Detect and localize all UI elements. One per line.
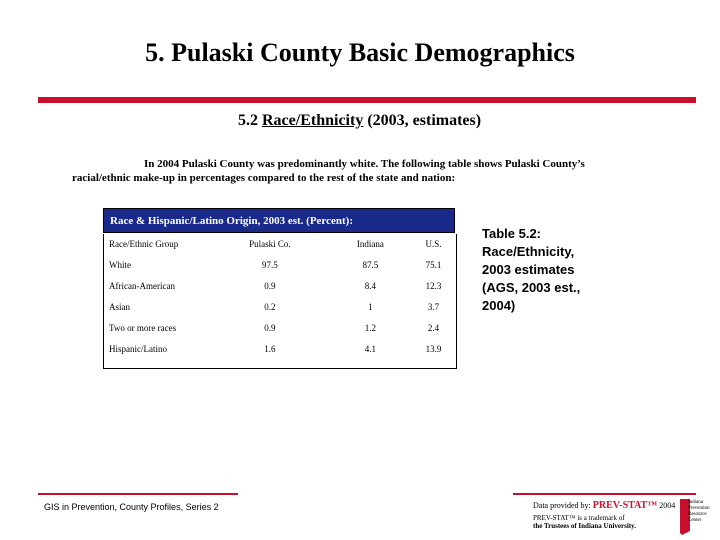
row-label: Asian	[109, 301, 130, 312]
demographics-table	[103, 208, 457, 368]
prevstat-brand: PREV-STAT™	[592, 500, 658, 511]
row-label: Hispanic/Latino	[109, 343, 167, 354]
table-header-row	[103, 234, 457, 254]
section-topic: Race/Ethnicity	[262, 112, 364, 129]
trademark-line: PREV-STAT™ is a trademark of	[533, 514, 625, 522]
column-header: Pulaski Co.	[249, 239, 291, 249]
logo-line: Resource	[688, 512, 707, 517]
cell-indiana: 8.4	[364, 280, 377, 291]
cell-us: 13.9	[425, 343, 442, 354]
trademark-note	[533, 514, 636, 530]
table-row	[103, 254, 457, 275]
title-divider	[38, 97, 696, 103]
cell-us: 3.7	[427, 301, 440, 312]
credit-prefix: Data provided by:	[533, 501, 593, 510]
cell-pulaski: 1.6	[264, 343, 276, 354]
logo-line: Center	[688, 518, 702, 523]
cell-indiana: 1	[368, 301, 373, 312]
cell-indiana: 1.2	[364, 322, 377, 333]
table-caption: Table 5.2: Race/Ethnicity, 2003 estimates (AGS, 2003 est., 2004)	[482, 226, 581, 313]
footer-series: GIS in Prevention, County Profiles, Series 2	[44, 502, 219, 512]
race-table	[103, 234, 457, 359]
trademark-line: the Trustees of Indiana University.	[533, 522, 636, 530]
cell-pulaski: 0.2	[264, 301, 276, 312]
table-heading: Race & Hispanic/Latino Origin, 2003 est. (Percent):	[103, 208, 455, 233]
intro-paragraph	[72, 157, 642, 185]
table-row	[103, 317, 457, 338]
row-label: White	[109, 259, 131, 270]
intro-text: In 2004 Pulaski County was predominantly white. The following table shows Pulaski County’s racial/ethnic make-up in percentages compared to the rest of the state and nation:	[72, 158, 585, 184]
cell-us: 12.3	[425, 280, 442, 291]
footer-divider-right	[513, 493, 696, 495]
column-header: Race/Ethnic Group	[109, 239, 179, 249]
cell-pulaski: 97.5	[262, 259, 278, 270]
credit-year: 2004	[657, 501, 676, 510]
irpc-logo-text	[688, 500, 710, 524]
table-row	[103, 296, 457, 317]
table-row	[103, 275, 457, 296]
row-label: African-American	[109, 280, 175, 291]
cell-us: 2.4	[427, 322, 440, 333]
column-header: Indiana	[356, 239, 384, 249]
logo-line: Indiana	[688, 500, 703, 505]
section-heading	[238, 112, 481, 130]
row-label: Two or more races	[109, 322, 177, 333]
cell-us: 75.1	[425, 259, 442, 270]
section-suffix: (2003, estimates)	[363, 112, 482, 129]
logo-line: Prevention	[688, 506, 710, 511]
column-header: U.S.	[425, 239, 442, 249]
data-credit	[533, 500, 675, 511]
cell-pulaski: 0.9	[264, 322, 276, 333]
table-row	[103, 338, 457, 359]
footer-divider-left	[38, 493, 238, 495]
cell-indiana: 87.5	[362, 259, 379, 270]
page-title: 5. Pulaski County Basic Demographics	[145, 38, 575, 67]
cell-indiana: 4.1	[364, 343, 377, 354]
section-number: 5.2	[238, 112, 262, 129]
cell-pulaski: 0.9	[264, 280, 276, 291]
